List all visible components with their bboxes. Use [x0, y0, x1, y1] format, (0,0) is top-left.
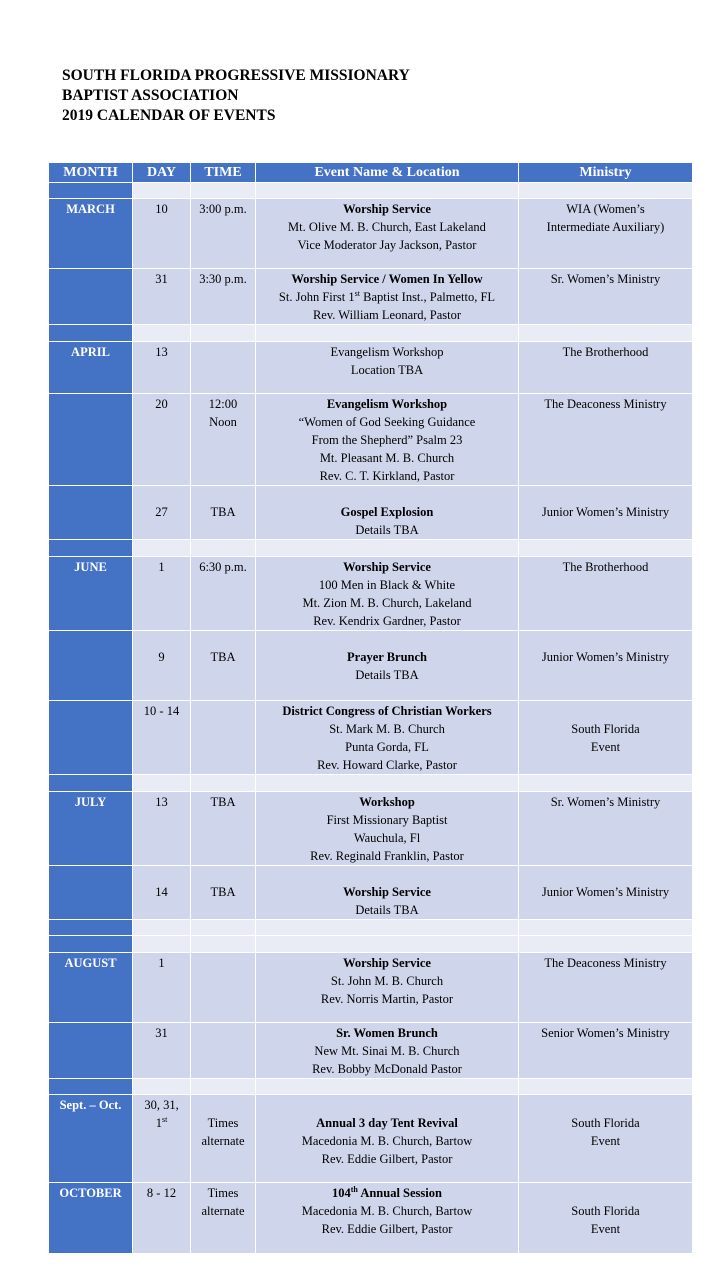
time-cell	[191, 1023, 256, 1079]
day-cell: 14	[133, 866, 191, 920]
time-text: Noon	[209, 415, 237, 429]
ministry-cell: Junior Women’s Ministry	[519, 866, 693, 920]
table-row	[49, 557, 693, 631]
ministry-cell	[519, 1183, 693, 1254]
event-detail: From the Shepherd” Psalm 23	[311, 433, 463, 447]
month-cell: APRIL	[49, 342, 133, 394]
event-detail: Rev. Eddie Gilbert, Pastor	[321, 1152, 453, 1166]
event-detail: Rev. Kendrix Gardner, Pastor	[313, 614, 461, 628]
event-detail: Rev. Eddie Gilbert, Pastor	[321, 1222, 453, 1236]
time-cell	[191, 394, 256, 486]
time-cell: TBA	[191, 631, 256, 701]
spacer-row	[49, 936, 693, 953]
time-cell: TBA	[191, 866, 256, 920]
event-detail: St. Mark M. B. Church	[329, 722, 445, 736]
day-text: 30, 31,	[144, 1098, 179, 1112]
day-cell: 13	[133, 342, 191, 394]
event-detail: Rev. Howard Clarke, Pastor	[317, 758, 457, 772]
table-row	[49, 342, 693, 394]
event-detail: First Missionary Baptist	[326, 813, 448, 827]
time-cell	[191, 342, 256, 394]
ministry-cell: Sr. Women’s Ministry	[519, 269, 693, 325]
ministry-cell	[519, 199, 693, 269]
col-ministry: Ministry	[519, 163, 693, 183]
event-name: District Congress of Christian Workers	[282, 704, 492, 718]
event-name: Evangelism Workshop	[326, 397, 448, 411]
event-cell	[256, 1183, 519, 1254]
event-cell	[256, 701, 519, 775]
table-row	[49, 394, 693, 486]
title-line-2: BAPTIST ASSOCIATION	[62, 87, 239, 104]
time-text: alternate	[201, 1204, 245, 1218]
table-row	[49, 1023, 693, 1079]
time-text: Times	[207, 1116, 239, 1130]
event-detail: 100 Men in Black & White	[318, 578, 456, 592]
event-cell	[256, 269, 519, 325]
time-text: Times	[207, 1186, 239, 1200]
day-cell: 1	[133, 557, 191, 631]
day-cell: 10	[133, 199, 191, 269]
table-row	[49, 486, 693, 540]
event-detail: New Mt. Sinai M. B. Church	[314, 1044, 460, 1058]
ministry-text: Event	[590, 1134, 621, 1148]
header-row	[49, 163, 693, 183]
event-name: Gospel Explosion	[340, 505, 434, 519]
table-row	[49, 953, 693, 1023]
event-name: Worship Service	[343, 560, 431, 574]
event-detail: Mt. Olive M. B. Church, East Lakeland	[288, 220, 486, 234]
time-cell	[191, 1095, 256, 1183]
event-name: Annual 3 day Tent Revival	[316, 1116, 458, 1130]
event-cell	[256, 866, 519, 920]
event-detail: Rev. Reginald Franklin, Pastor	[310, 849, 464, 863]
ministry-cell: The Brotherhood	[519, 342, 693, 394]
spacer-row	[49, 1079, 693, 1095]
event-detail: Location TBA	[350, 363, 424, 377]
event-detail: Details TBA	[355, 668, 419, 682]
time-cell: 6:30 p.m.	[191, 557, 256, 631]
ministry-text: South Florida	[571, 1204, 640, 1218]
spacer-row	[49, 325, 693, 342]
day-cell: 31	[133, 269, 191, 325]
ministry-cell: Junior Women’s Ministry	[519, 631, 693, 701]
time-cell	[191, 953, 256, 1023]
month-cell: MARCH	[49, 199, 133, 269]
event-name: Worship Service	[343, 202, 431, 216]
event-detail: Wauchula, Fl	[353, 831, 421, 845]
event-cell	[256, 394, 519, 486]
ministry-cell	[519, 701, 693, 775]
event-detail: Rev. William Leonard, Pastor	[312, 308, 462, 322]
day-cell: 31	[133, 1023, 191, 1079]
ministry-text: WIA (Women’s	[566, 202, 645, 216]
time-cell: 3:30 p.m.	[191, 269, 256, 325]
event-detail: St. John M. B. Church	[330, 974, 444, 988]
month-cell: AUGUST	[49, 953, 133, 1023]
ministry-cell: Junior Women’s Ministry	[519, 486, 693, 540]
col-day: DAY	[133, 163, 191, 183]
col-time: TIME	[191, 163, 256, 183]
ministry-text: Event	[590, 1222, 621, 1236]
event-name: Workshop	[359, 795, 415, 809]
time-cell	[191, 1183, 256, 1254]
time-text: alternate	[201, 1134, 245, 1148]
time-text: 12:00	[208, 397, 238, 411]
event-detail: St. John First 1st Baptist Inst., Palmetto, FL	[278, 288, 496, 304]
event-cell	[256, 199, 519, 269]
event-cell	[256, 792, 519, 866]
month-cell: Sept. – Oct.	[49, 1095, 133, 1183]
table-row	[49, 866, 693, 920]
table-row	[49, 701, 693, 775]
event-name: Prayer Brunch	[347, 650, 427, 664]
event-cell	[256, 1023, 519, 1079]
document-title	[62, 66, 410, 126]
event-detail: Vice Moderator Jay Jackson, Pastor	[297, 238, 477, 252]
col-month: MONTH	[49, 163, 133, 183]
events-table	[48, 162, 693, 1254]
day-cell	[133, 1095, 191, 1183]
event-detail: Rev. Norris Martin, Pastor	[320, 992, 454, 1006]
event-detail: Details TBA	[355, 523, 419, 537]
day-cell: 8 - 12	[133, 1183, 191, 1254]
event-name: 104th Annual Session	[332, 1184, 442, 1200]
event-detail: Macedonia M. B. Church, Bartow	[301, 1204, 473, 1218]
spacer-row	[49, 775, 693, 792]
day-cell: 1	[133, 953, 191, 1023]
event-detail: Rev. C. T. Kirkland, Pastor	[319, 469, 455, 483]
event-cell	[256, 557, 519, 631]
ministry-cell: The Deaconess Ministry	[519, 394, 693, 486]
event-detail: “Women of God Seeking Guidance	[298, 415, 476, 429]
title-line-3: 2019 CALENDAR OF EVENTS	[62, 107, 276, 124]
event-name: Worship Service	[343, 885, 431, 899]
event-cell	[256, 342, 519, 394]
event-detail: Evangelism Workshop	[330, 345, 444, 359]
event-detail: Rev. Bobby McDonald Pastor	[312, 1062, 462, 1076]
spacer-row	[49, 540, 693, 557]
event-cell	[256, 631, 519, 701]
event-detail: Mt. Zion M. B. Church, Lakeland	[302, 596, 472, 610]
event-name: Worship Service / Women In Yellow	[291, 272, 483, 286]
day-text: 1st	[155, 1114, 168, 1130]
ministry-text: South Florida	[571, 1116, 640, 1130]
event-detail: Details TBA	[355, 903, 419, 917]
event-detail: Macedonia M. B. Church, Bartow	[301, 1134, 473, 1148]
time-cell: TBA	[191, 486, 256, 540]
event-detail: Punta Gorda, FL	[345, 740, 429, 754]
time-cell: 3:00 p.m.	[191, 199, 256, 269]
month-cell: JULY	[49, 792, 133, 866]
event-name: Worship Service	[343, 956, 431, 970]
ministry-text: Intermediate Auxiliary)	[546, 220, 665, 234]
title-line-1: SOUTH FLORIDA PROGRESSIVE MISSIONARY	[62, 67, 410, 84]
spacer-row	[49, 920, 693, 936]
event-cell	[256, 953, 519, 1023]
table-row	[49, 269, 693, 325]
time-cell	[191, 701, 256, 775]
ministry-text: South Florida	[571, 722, 640, 736]
table-row	[49, 792, 693, 866]
day-cell: 27	[133, 486, 191, 540]
time-cell: TBA	[191, 792, 256, 866]
table-row	[49, 199, 693, 269]
event-detail: Mt. Pleasant M. B. Church	[319, 451, 455, 465]
ministry-cell: The Deaconess Ministry	[519, 953, 693, 1023]
event-cell	[256, 1095, 519, 1183]
col-event: Event Name & Location	[256, 163, 519, 183]
spacer-row	[49, 183, 693, 199]
ministry-text: Event	[590, 740, 621, 754]
day-cell: 20	[133, 394, 191, 486]
table-row	[49, 1183, 693, 1254]
event-name: Sr. Women Brunch	[336, 1026, 438, 1040]
month-cell: JUNE	[49, 557, 133, 631]
event-cell	[256, 486, 519, 540]
day-cell: 10 - 14	[133, 701, 191, 775]
ministry-cell: The Brotherhood	[519, 557, 693, 631]
table-row	[49, 1095, 693, 1183]
ministry-cell: Senior Women’s Ministry	[519, 1023, 693, 1079]
ministry-cell	[519, 1095, 693, 1183]
month-cell: OCTOBER	[49, 1183, 133, 1254]
day-cell: 9	[133, 631, 191, 701]
ministry-cell: Sr. Women’s Ministry	[519, 792, 693, 866]
day-cell: 13	[133, 792, 191, 866]
table-row	[49, 631, 693, 701]
